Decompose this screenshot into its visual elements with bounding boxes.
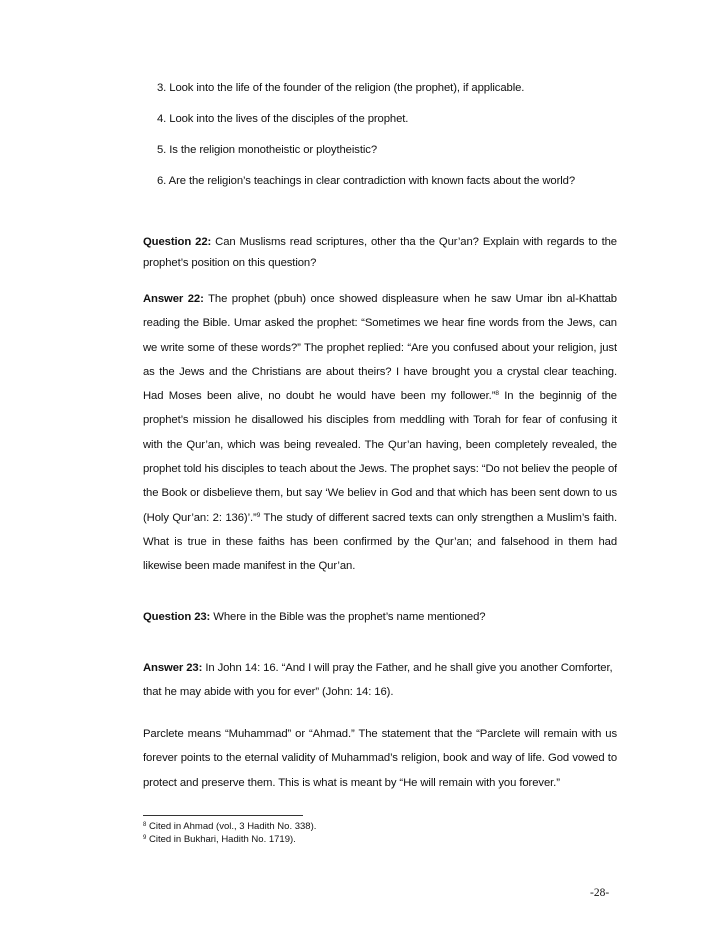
answer-text: The prophet (pbuh) once showed displeasure when he saw Umar ibn al-Khattab (203, 293, 617, 305)
answer-label: Answer 22: (143, 293, 204, 305)
question-text: Where in the Bible was the prophet’s name mentioned? (210, 611, 486, 623)
question-23 (143, 607, 617, 628)
paragraph-text: Parclete means “Muhammad” or “Ahmad.” The statement that the “Parclete will remain with us (143, 728, 617, 740)
question-text: prophet’s position on this question? (143, 257, 317, 269)
footnote-ref: 9 (256, 511, 261, 519)
question-text: Can Muslisms read scriptures, other tha the Qur’an? Explain with regards to the (211, 236, 617, 248)
parclete-paragraph (143, 722, 617, 795)
answer-text: likewise been made manifest in the Qur’an. (143, 560, 356, 573)
list-item: 6. Are the religion’s teachings in clear contradiction with known facts about the world? (157, 175, 576, 187)
answer-label: Answer 23: (143, 662, 203, 674)
answer-text: In the beginnig of the (498, 390, 617, 403)
paragraph-text: forever points to the eternal validity of Muhammad’s religion, book and way of life. God vowed to (143, 752, 617, 765)
footnote-number: 8 (143, 822, 147, 828)
answer-text: Had Moses been alive, no doubt he would have been my follower.” (143, 390, 496, 403)
answer-23 (143, 656, 617, 705)
answer-text: with the Qur’an, which was being revealed. The Qur’an having, been completely revealed, the (143, 438, 617, 451)
answer-text: In John 14: 16. “And I will pray the Father, and he shall give you another Comforter, (202, 662, 613, 674)
question-22 (143, 232, 617, 274)
answer-text: What is true in these faiths has been confirmed by the Qur’an; and falsehood in them had (143, 535, 617, 548)
footnote-text: Cited in Bukhari, Hadith No. 1719). (146, 834, 296, 845)
list-item: 5. Is the religion monotheistic or ploytheistic? (157, 144, 377, 156)
answer-text: prophet’s mission he disallowed his disciples from meddling with Torah for fear of confusing it (143, 414, 617, 427)
answer-text: as the Jews and the Christians are about theirs? I have brought you a crystal clear teaching. (143, 365, 617, 378)
answer-text: reading the Bible. Umar asked the prophet: “Sometimes we hear fine words from the Jews, can (143, 317, 617, 330)
footnote (143, 834, 296, 845)
question-label: Question 23: (143, 611, 211, 623)
question-label: Question 22: (143, 236, 212, 248)
answer-text: The study of different sacred texts can only strengthen a Muslim’s faith. (260, 511, 617, 524)
answer-text: that he may abide with you for ever” (John: 14: 16). (143, 686, 394, 699)
list-item: 4. Look into the lives of the disciples of the prophet. (157, 113, 409, 125)
footnote (143, 821, 316, 832)
answer-text: prophet told his disciples to teach about the Jews. The prophet says: “Do not believ the people of (143, 463, 617, 476)
paragraph-text: protect and preserve them. This is what is meant by “He will remain with you forever.” (143, 776, 560, 789)
footnote-text: Cited in Ahmad (vol., 3 Hadith No. 338). (146, 821, 317, 832)
answer-text: (Holy Qur’an: 2: 136)’.” (143, 511, 257, 524)
list-item: 3. Look into the life of the founder of the religion (the prophet), if applicable. (157, 82, 525, 94)
footnote-number: 9 (143, 835, 147, 841)
answer-text: the Book or disbelieve them, but say ‘We believ in God and that which has been sent down to us (143, 487, 617, 500)
answer-text: we write some of these words?” The prophet replied: “Are you confused about your religion, just (143, 341, 617, 354)
footnote-divider (143, 815, 303, 816)
answer-22 (143, 287, 617, 579)
page-number: -28- (590, 887, 610, 899)
footnote-ref: 8 (495, 390, 499, 398)
